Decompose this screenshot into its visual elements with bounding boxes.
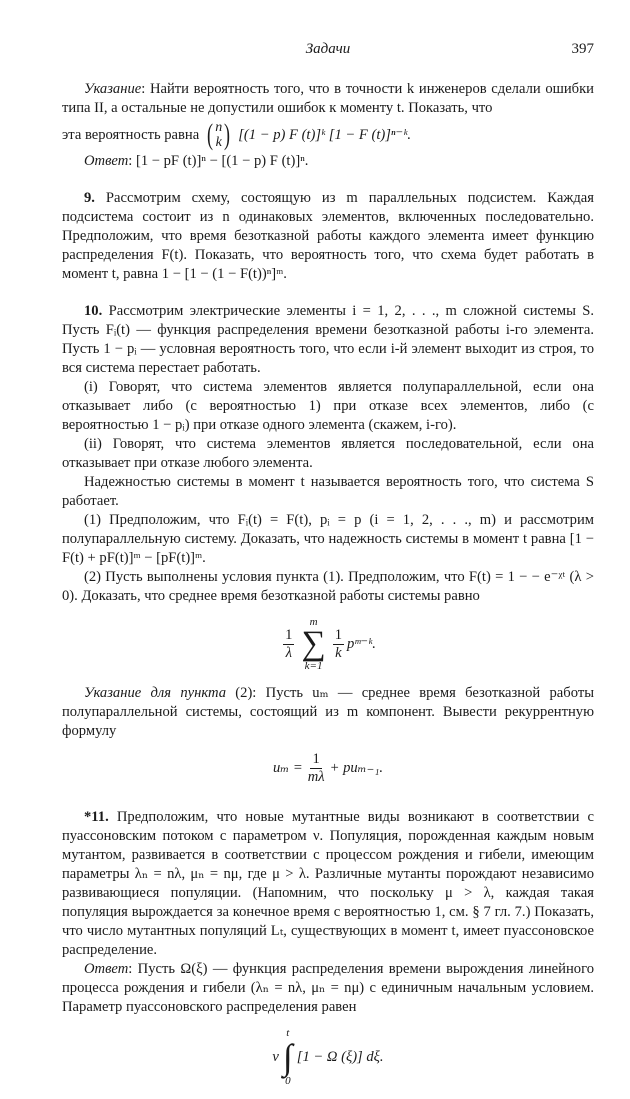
- definition-i: (i) Говорят, что система элементов является полупараллельной, если она отказывает либо (с вероятностью 1) при отказе всех элементов, либо (с вероятностью 1 − pᵢ) при отказе одного элемента (скажем, i-го).: [62, 379, 594, 433]
- recurrence-formula: [62, 751, 594, 786]
- page-number: 397: [571, 41, 594, 57]
- problem-text: Предположим, что новые мутантные виды возникают в соответствии с пуассоновским потоком с параметром ν. Популяция, порожденная каждым новым мутантом, развивается в соответствии с процессом рождения и гибели, имеющим параметры λₙ = nλ, μₙ = nμ, где μ > λ. Различные мутанты порождают независимо развивающиеся популяции. (Напомним, что поскольку μ > λ, каждая такая популяция вырождается за конечное время с вероятностью 1, см. § 7 гл. 7.) Показать, что число мутантных популяций Lₜ, существующих в момент t, имеет пуассоновское распределение.: [62, 809, 594, 958]
- fraction: $\frac{1}{\lambda}$: [285, 626, 293, 661]
- answer-11: [62, 960, 594, 1017]
- hint-text: : Найти вероятность того, что в точности k инженеров сделали ошибки типа II, а остальные не допустили ошибок к моменту t. Показать, что: [62, 81, 594, 116]
- formula-tail: [(1 − p) F (t)]ᵏ [1 − F (t)]ⁿ⁻ᵏ.: [238, 126, 411, 143]
- answer-text: : Пусть Ω(ξ) — функция распределения времени вырождения линейного процесса рождения и гибели (λₙ = nλ, μₙ = nμ) с единичным начальным условием. Параметр пуассоновского распределения равен: [62, 961, 594, 1015]
- probability-formula: [62, 120, 594, 150]
- page-header: [62, 40, 594, 60]
- page-body: [62, 80, 594, 1099]
- formula-lead: эта вероятность равна: [62, 126, 200, 143]
- recurrence-tail: + puₘ₋₁.: [329, 760, 384, 776]
- hint-part-2: [62, 684, 594, 741]
- mean-time-formula: [62, 616, 594, 672]
- binom-top: n: [215, 120, 223, 135]
- hint-paragraph: [62, 80, 594, 118]
- recurrence-lhs: uₘ =: [272, 760, 303, 776]
- definition-ii: (ii) Говорят, что система элементов является последовательной, если она отказывает при отказе любого элемента.: [62, 436, 594, 471]
- running-title: Задачи: [305, 41, 351, 57]
- summation-sign: m ∑ k=1: [301, 616, 326, 672]
- fraction: $\frac{1}{m\lambda}$: [307, 751, 325, 785]
- problem-9: [62, 189, 594, 284]
- problem-11: [62, 808, 594, 960]
- binomial-coefficient: ( n k ): [207, 118, 231, 151]
- hint-label: Указание: [84, 81, 142, 97]
- problem-text: Рассмотрим схему, состоящую из m параллельных подсистем. Каждая подсистема состоит из n одинаковых элементов, включенных последовательно. Предположим, что время безотказной работы каждого элемента имеет функцию распределения F(t). Показать, что вероятность того, что схема будет работать в момент t, равна 1 − [1 − (1 − F(t))ⁿ]ᵐ.: [62, 190, 594, 282]
- problem-number: *11.: [84, 809, 109, 825]
- coefficient: ν: [272, 1048, 279, 1065]
- answer-label: Ответ: [84, 961, 129, 977]
- hint-label: Указание для пункта: [84, 685, 226, 701]
- poisson-parameter-formula: [62, 1027, 594, 1087]
- reliability-definition: Надежностью системы в момент t называется вероятность того, что система S работает.: [62, 474, 594, 509]
- problem-number: 10.: [84, 303, 103, 319]
- problem-10: [62, 302, 594, 378]
- problem-text: Рассмотрим электрические элементы i = 1, 2, . . ., m сложной системы S. Пусть Fᵢ(t) — функция распределения времени безотказной работы i-го элемента. Пусть 1 − pᵢ — условная вероятность того, что если i-й элемент выходит из строя, то вся система перестает работать.: [62, 303, 594, 376]
- answer-8: [62, 152, 594, 171]
- answer-text: : [1 − pF (t)]ⁿ − [(1 − p) F (t)]ⁿ.: [128, 153, 309, 169]
- part-2: (2) Пусть выполнены условия пункта (1). Предположим, что F(t) = 1 − − e⁻ᵡᵗ (λ > 0). Доказать, что среднее время безотказной работы системы равно: [62, 569, 594, 604]
- hint-text: (2): Пусть uₘ — среднее время безотказной работы полупараллельной системы, состоящий из m компонент. Вывести рекуррентную формулу: [62, 685, 594, 739]
- integral-sign: t ∫ 0: [282, 1027, 293, 1087]
- answer-label: Ответ: [84, 153, 129, 169]
- binom-bottom: k: [215, 135, 222, 150]
- formula-tail: pᵐ⁻ᵏ.: [347, 635, 376, 652]
- part-1: (1) Предположим, что Fᵢ(t) = F(t), pᵢ = p (i = 1, 2, . . ., m) и рассмотрим полупараллельную систему. Доказать, что надежность системы в момент t равна [1 − F(t) + pF(t)]ᵐ − [pF(t)]ᵐ.: [62, 512, 594, 566]
- fraction: $\frac{1}{k}$: [334, 626, 342, 661]
- problem-number: 9.: [84, 190, 95, 206]
- integrand: [1 − Ω (ξ)] dξ.: [296, 1048, 384, 1065]
